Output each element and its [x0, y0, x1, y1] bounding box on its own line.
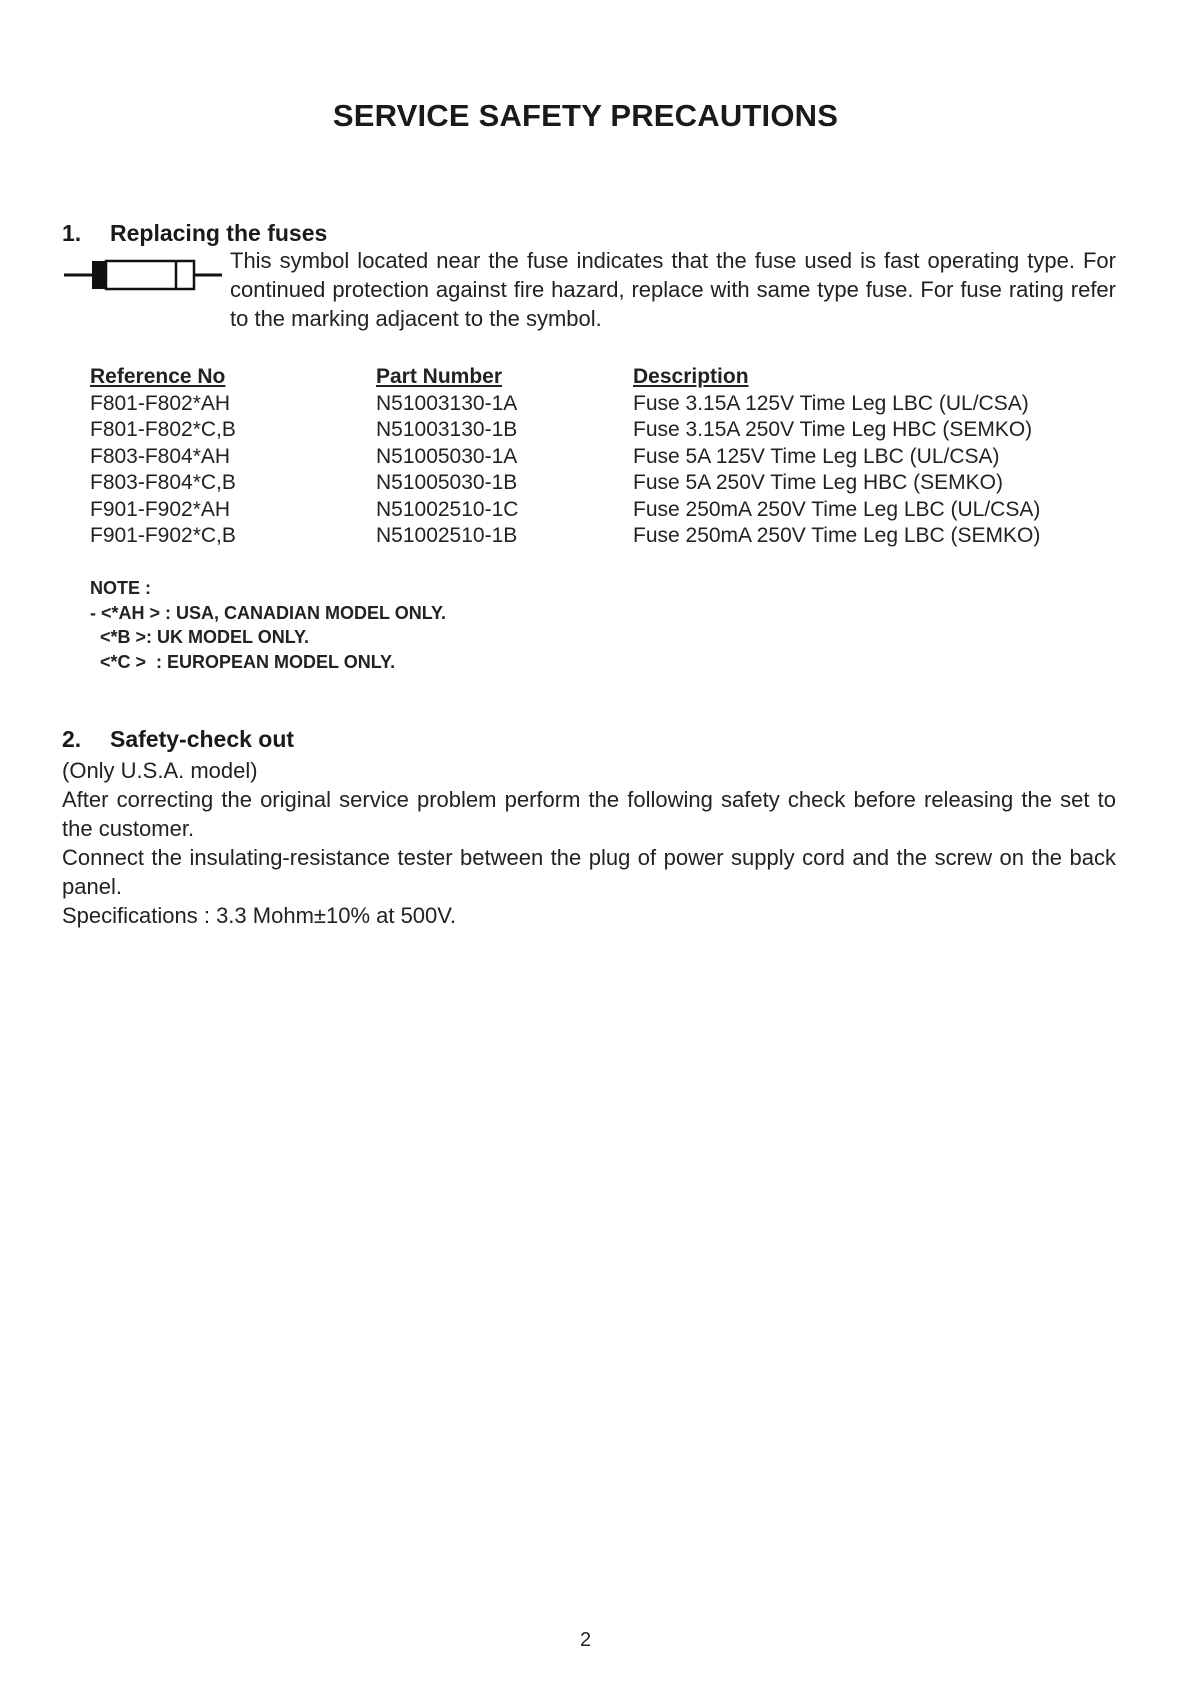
description-cell: Fuse 250mA 250V Time Leg LBC (UL/CSA) [633, 497, 1041, 521]
safety-paragraph-connection: Connect the insulating-resistance tester between the plug of power supply cord and the screw on the back panel. [62, 845, 1116, 899]
fuse-description-text: This symbol located near the fuse indicates that the fuse used is fast operating type. For continued protection against fire hazard, replace with same type fuse. For fuse rating refer to the marking adjacent to the symbol. [230, 248, 1116, 331]
column-header-reference-no: Reference No [90, 365, 226, 388]
note-line-b: <*B >: UK MODEL ONLY. [90, 627, 310, 647]
table-row [90, 469, 1103, 496]
reference-no-cell: F901-F902*AH [90, 497, 231, 521]
description-cell: Fuse 3.15A 125V Time Leg LBC (UL/CSA) [633, 391, 1029, 415]
page-number: 2 [579, 1629, 592, 1651]
safety-paragraph-model: (Only U.S.A. model) [62, 758, 258, 783]
section-1-title: Replacing the fuses [110, 220, 328, 246]
page-title: SERVICE SAFETY PRECAUTIONS [332, 98, 839, 133]
fuse-table-header-row [90, 361, 1103, 389]
table-row [90, 522, 1103, 549]
section-2-title: Safety-check out [110, 726, 295, 752]
section-1-heading [62, 220, 327, 247]
part-number-cell: N51003130-1A [376, 391, 518, 415]
model-note [90, 576, 446, 674]
part-number-cell: N51003130-1B [376, 418, 518, 441]
description-cell: Fuse 3.15A 250V Time Leg HBC (SEMKO) [633, 418, 1033, 441]
safety-check-body [62, 756, 1116, 930]
section-2-number: 2. [62, 726, 82, 752]
reference-no-cell: F901-F902*C,B [90, 524, 236, 547]
description-cell: Fuse 5A 250V Time Leg HBC (SEMKO) [633, 471, 1003, 494]
table-row [90, 495, 1103, 522]
part-number-cell: N51002510-1C [376, 497, 519, 521]
reference-no-cell: F801-F802*C,B [90, 418, 236, 441]
note-line-c: <*C > : EUROPEAN MODEL ONLY. [90, 651, 396, 672]
part-number-cell: N51005030-1B [376, 471, 518, 494]
part-number-cell: N51002510-1B [376, 524, 518, 547]
reference-no-cell: F803-F804*AH [90, 444, 231, 468]
part-number-cell: N51005030-1A [376, 444, 518, 468]
note-label: NOTE : [90, 578, 151, 598]
table-row [90, 442, 1103, 469]
note-line-ah: - <*AH > : USA, CANADIAN MODEL ONLY. [90, 602, 447, 623]
reference-no-cell: F803-F804*C,B [90, 471, 236, 494]
column-header-part-number: Part Number [376, 365, 503, 388]
reference-no-cell: F801-F802*AH [90, 391, 231, 415]
section-1-number: 1. [62, 220, 82, 246]
safety-paragraph-instructions: After correcting the original service problem perform the following safety check before releasing the set to the customer. [62, 787, 1116, 841]
section-2-heading [62, 726, 294, 753]
column-header-description: Description [633, 365, 749, 388]
safety-paragraph-specifications: Specifications : 3.3 Mohm±10% at 500V. [62, 903, 457, 928]
table-row [90, 389, 1103, 416]
table-row [90, 416, 1103, 443]
fast-fuse-symbol-icon [64, 258, 224, 292]
fuse-table [90, 361, 1103, 548]
description-cell: Fuse 5A 125V Time Leg LBC (UL/CSA) [633, 444, 1000, 468]
description-cell: Fuse 250mA 250V Time Leg LBC (SEMKO) [633, 524, 1041, 547]
